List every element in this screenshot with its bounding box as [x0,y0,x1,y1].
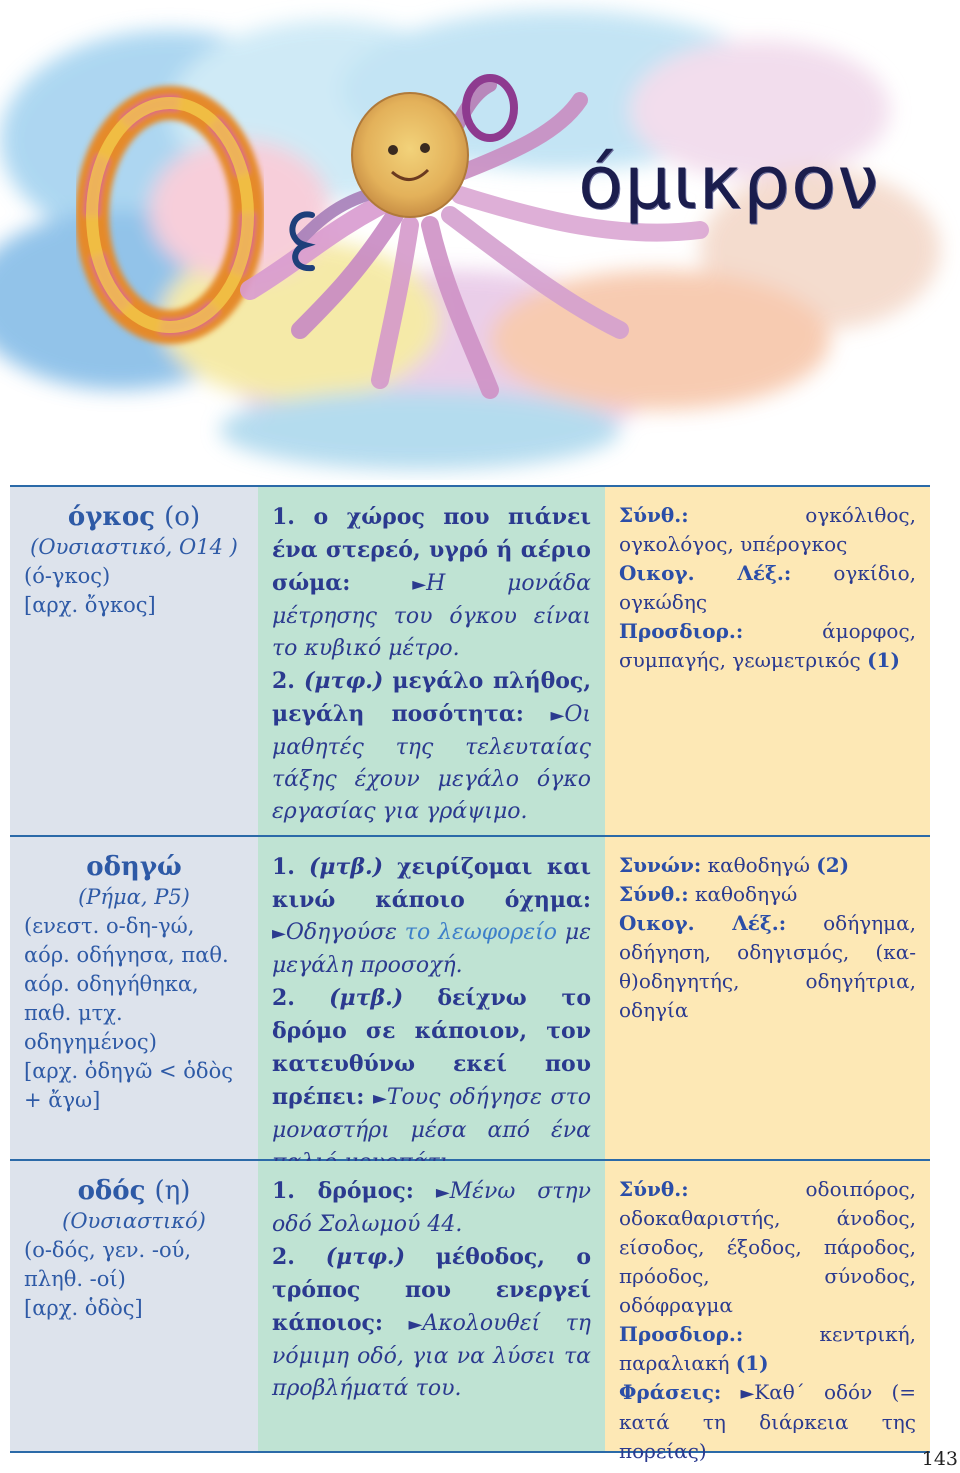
etymology: [αρχ. ὁδηγῶ < ὁδὸς + ἄγω] [24,1059,233,1112]
headword: όγκος (ο) [67,502,201,532]
header-illustration [0,0,960,480]
inflection: (ενεστ. ο-δη-γώ, αόρ. οδήγησα, παθ. αόρ. οδηγήθηκα, παθ. μτχ. οδηγημένος) [24,914,229,1054]
triangle-right-icon: ► [373,1088,387,1109]
sense-1: χειρίζομαι και κινώ κάποιο όχημα: [272,854,591,913]
modifiers-label: Προσδιορ.: [619,619,744,643]
modifiers-value: κεντρική, παραλιακή [619,1322,916,1375]
part-of-speech: (Ουσιαστικό, Ο14 ) [30,535,238,559]
inflection: (ο-δός, γεν. -ού, πληθ. -οί) [24,1238,192,1291]
headword: οδηγώ [86,852,182,882]
modifiers-label: Προσδιορ.: [619,1322,744,1346]
sense-2: μέθοδος, ο τρόπος που ενεργεί κάποιος: [272,1244,591,1336]
sense-ref: (2) [816,853,850,877]
entry-odos [10,1159,930,1463]
sense-1-tag: (μτβ.) [309,854,384,880]
word-family-value: ογκίδιο, ογκώδης [619,561,916,614]
related-words-column [605,487,930,835]
sense-2: μεγάλο πλήθος, μεγάλη ποσότητα: [272,668,591,727]
example-1-rest: με μεγάλη προσοχή. [272,920,591,978]
headword-column [10,487,258,835]
etymology: [αρχ. ὄγκος] [24,593,156,617]
compounds-value: ογκόλιθος, ογκολόγος, υπέρογκος [619,503,916,556]
compounds-value: καθοδηγώ [694,882,798,906]
sense-1-number: 1. [272,854,295,880]
related-words-column [605,837,930,1159]
definition-column [258,837,605,1159]
definition-column [258,487,605,835]
headword-column [10,837,258,1159]
sense-2-number: 2. [272,1244,295,1270]
triangle-right-icon: ► [408,1314,423,1335]
word-family-label: Οικογ. Λέξ.: [619,561,792,585]
headword-column [10,1161,258,1451]
entry-odigo [10,835,930,1159]
synonyms-label: Συνών: [619,853,702,877]
headword: οδός (η) [77,1176,191,1206]
compounds-label: Σύνθ.: [619,1177,689,1201]
modifiers-value: άμορφος, συμπαγής, γεωμετρικός [619,619,916,672]
example-2: Τους οδήγησε στο μοναστήρι μέσα από ένα [272,1085,591,1143]
example-1: Η μονάδα μέτρησης του όγκου είναι το κυβικό μέτρο. [272,571,591,661]
triangle-right-icon: ► [550,705,565,726]
octopus-watercolor-illustration [0,0,960,480]
letter-title: όμικρον [578,140,880,226]
definition-column [258,1161,605,1451]
sense-1: 1. δρόμος: [272,1178,414,1204]
related-words-column [605,1161,930,1463]
compounds-label: Σύνθ.: [619,882,689,906]
example-2: Ακολουθεί τη νόμιμη οδό, για να λύσει τα προβλήματά του. [272,1311,591,1401]
sense-2-tag: (μτβ.) [329,985,404,1011]
example-1-highlight: το λεωφορείο [404,920,558,945]
word-family-label: Οικογ. Λέξ.: [619,911,787,935]
syllabification: (ό-γκος) [24,564,111,588]
phrases-label: Φράσεις: [619,1380,722,1404]
dictionary-table [10,485,930,1463]
example-1: Μένω στην οδό Σολωμού 44. [272,1179,591,1237]
example-2: Οι μαθητές της τελευταίας τάξης έχουν μεγάλο όγκο εργασίας για γράψιμο. [272,702,591,824]
triangle-right-icon: ► [435,1182,450,1203]
sense-2-tag: (μτφ.) [325,1244,405,1270]
compounds-label: Σύνθ.: [619,503,689,527]
word-family-value: οδήγημα, οδήγηση, οδηγισμός, (κα-θ)οδηγητής, οδηγήτρια, οδηγία [619,911,916,1022]
part-of-speech: (Ουσιαστικό) [62,1209,206,1233]
synonyms-value: καθοδηγώ [707,853,810,877]
sense-1: 1. ο χώρος που πιάνει ένα στερεό, υγρό ή αέριο σώμα: [272,504,591,596]
sense-2-number: 2. [272,668,295,694]
sense-ref: (1) [735,1351,769,1375]
example-1: Οδηγούσε [285,920,397,945]
compounds-value: οδοιπόρος, οδοκαθαριστής, άνοδος, είσοδος, έξοδος, πάροδος, πρόοδος, σύνοδος, οδόφραγμα [619,1177,916,1317]
phrases-value: Καθ΄ οδόν (= κατά τη διάρκεια της πορείας) [619,1380,916,1463]
triangle-right-icon: ► [272,923,286,944]
sense-2: δείχνω το δρόμο σε κάποιον, τον κατευθύνω εκεί που πρέπει: [272,985,591,1110]
page-number: 143 [921,1448,958,1470]
sense-2-tag: (μτφ.) [304,668,384,694]
triangle-right-icon: ► [412,574,427,595]
etymology: [αρχ. ὁδὸς] [24,1296,143,1320]
part-of-speech: (Ρήμα, Ρ5) [78,885,190,909]
entry-ogkos [10,485,930,835]
sense-2-number: 2. [272,985,295,1011]
sense-ref: (1) [867,648,900,672]
triangle-right-icon: ► [740,1383,755,1404]
